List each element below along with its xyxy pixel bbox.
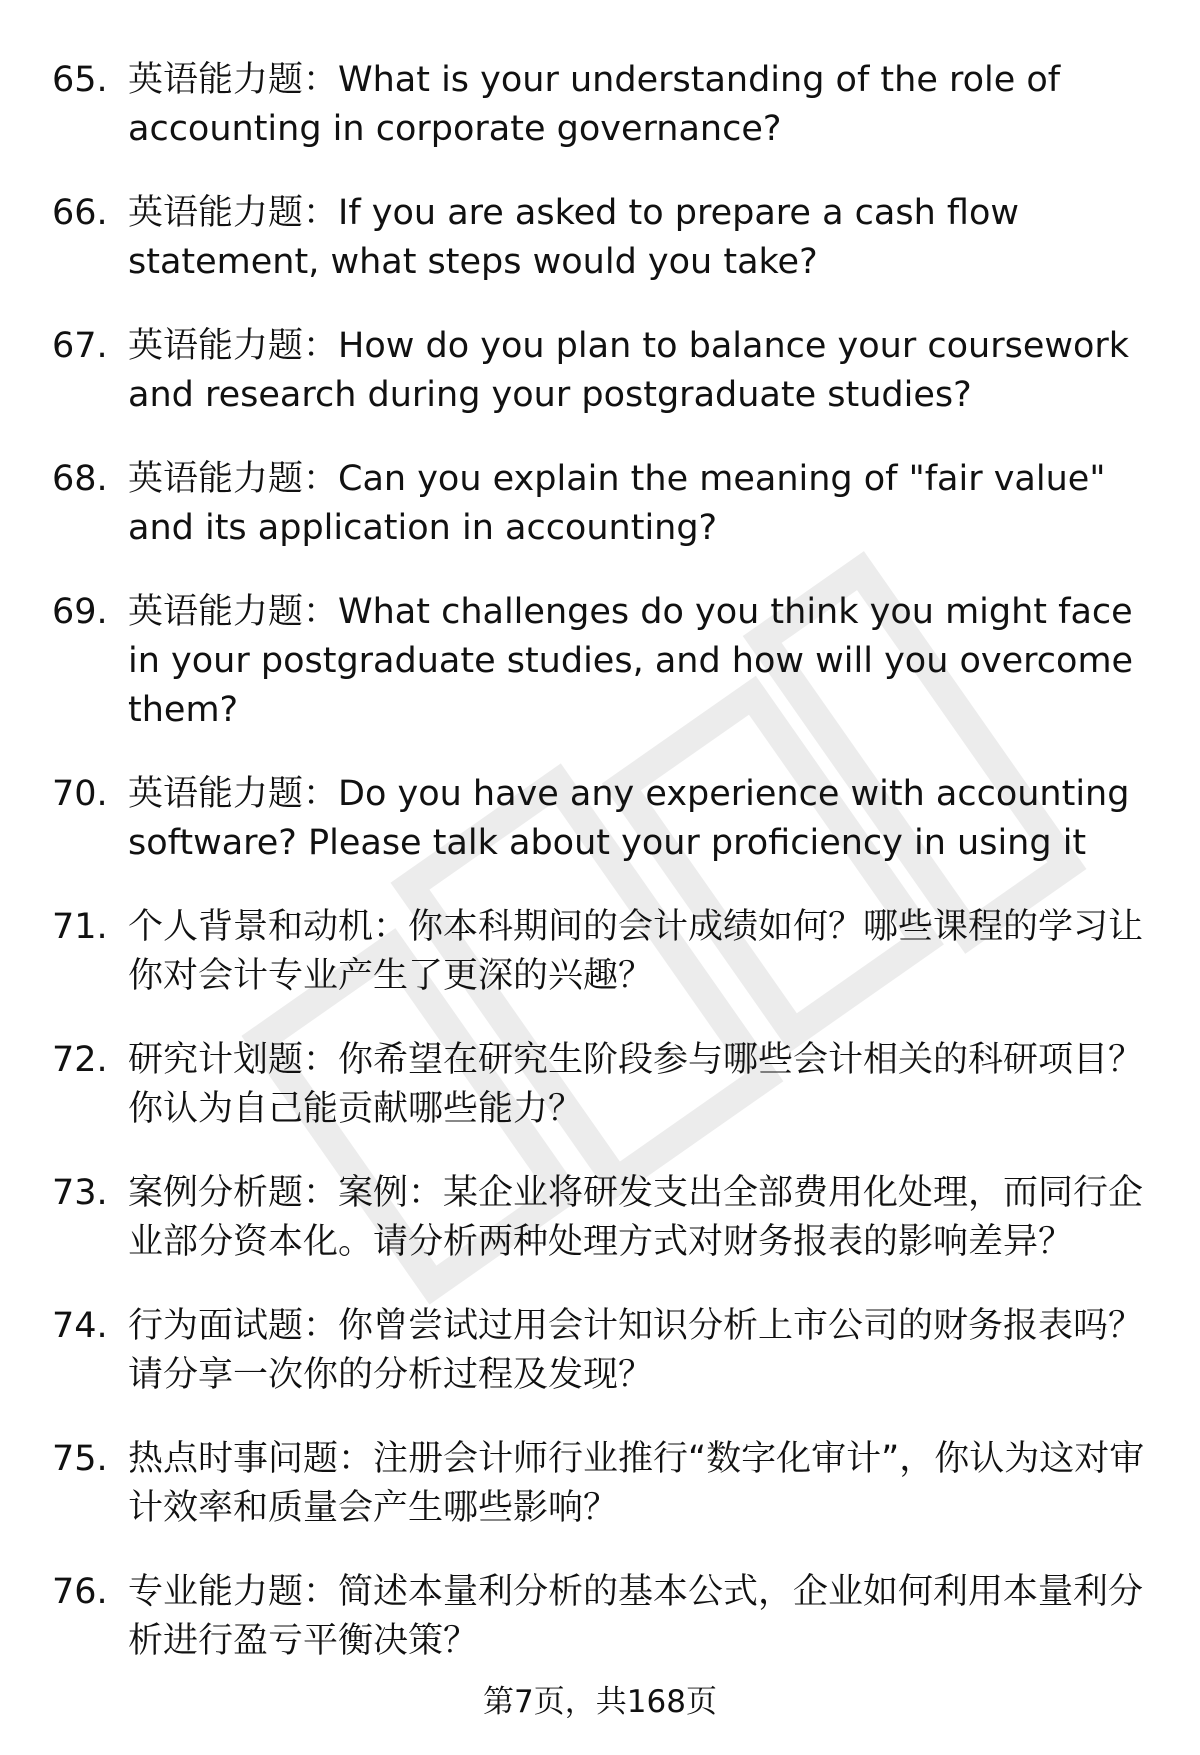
question-text: 英语能力题：What challenges do you think you might face in your postgraduate studies, and how will you overcome them? [128,592,1134,730]
question-text: 个人背景和动机：你本科期间的会计成绩如何？哪些课程的学习让你对会计专业产生了更深的兴趣？ [128,907,1144,996]
list-item [52,1302,1152,1400]
question-number: 66. [52,193,108,233]
question-text: 英语能力题：If you are asked to prepare a cash flow statement, what steps would you take? [128,193,1019,282]
list-item [52,588,1152,735]
question-number: 71. [52,907,108,947]
list-item [52,1435,1152,1533]
question-number: 65. [52,60,108,100]
list-item [52,1568,1152,1666]
question-number: 76. [52,1572,108,1612]
question-number: 74. [52,1306,108,1346]
question-text: 专业能力题：简述本量利分析的基本公式，企业如何利用本量利分析进行盈亏平衡决策？ [128,1572,1144,1661]
question-list [52,56,1152,1701]
list-item [52,56,1152,154]
question-number: 68. [52,459,108,499]
page-number-footer: 第7页，共168页 [483,1684,717,1720]
question-text: 英语能力题：Do you have any experience with accounting software? Please talk about your proficiency in using it [128,774,1130,863]
list-item [52,1036,1152,1134]
question-number: 67. [52,326,108,366]
question-number: 75. [52,1439,108,1479]
list-item [52,455,1152,553]
list-item [52,1169,1152,1267]
question-number: 70. [52,774,108,814]
list-item [52,770,1152,868]
question-text: 英语能力题：What is your understanding of the role of accounting in corporate governance? [128,60,1061,149]
question-text: 行为面试题：你曾尝试过用会计知识分析上市公司的财务报表吗？请分享一次你的分析过程及发现？ [128,1306,1144,1395]
question-text: 英语能力题：How do you plan to balance your coursework and research during your postgraduate studies? [128,326,1130,415]
question-text: 英语能力题：Can you explain the meaning of "fair value" and its application in accounting? [128,459,1106,548]
question-number: 72. [52,1040,108,1080]
question-number: 73. [52,1173,108,1213]
list-item [52,189,1152,287]
question-text: 热点时事问题：注册会计师行业推行“数字化审计”，你认为这对审计效率和质量会产生哪些影响？ [128,1439,1145,1528]
question-text: 研究计划题：你希望在研究生阶段参与哪些会计相关的科研项目？你认为自己能贡献哪些能力？ [128,1040,1144,1129]
question-text: 案例分析题：案例：某企业将研发支出全部费用化处理，而同行企业部分资本化。请分析两种处理方式对财务报表的影响差异？ [128,1173,1144,1262]
list-item [52,322,1152,420]
question-number: 69. [52,592,108,632]
list-item [52,903,1152,1001]
